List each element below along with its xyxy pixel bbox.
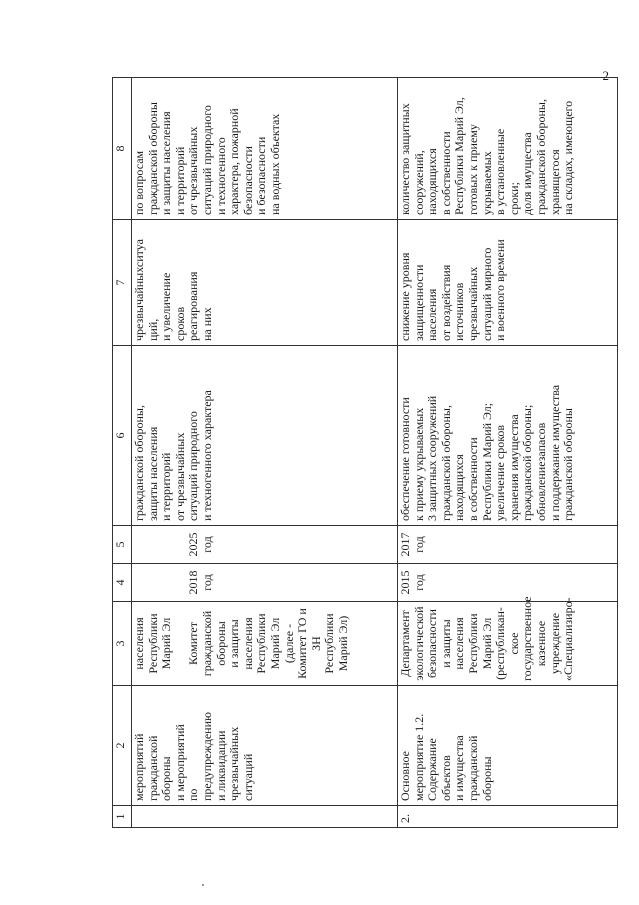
row1-indicators: по вопросам гражданской обороны и защиты населения и территорий от чрезвычайных ситуаций природного и техногенного характера, пожарной безопасности и безопасности на водных объектах	[132, 78, 398, 220]
row1-end-year: 2025 год	[132, 526, 398, 564]
scan-speck	[202, 884, 204, 886]
header-col-7: 7	[113, 220, 132, 346]
header-col-4: 4	[113, 564, 132, 602]
header-col-5: 5	[113, 526, 132, 564]
header-col-6: 6	[113, 346, 132, 526]
row2-number: 2.	[398, 806, 618, 828]
row1-start-year: 2018 год	[132, 564, 398, 602]
row1-measure-name: мероприятий гражданской обороны и мероприятий по предупреждению и ликвидации чрезвычайных ситуаций	[132, 686, 398, 806]
table-row	[398, 78, 618, 828]
header-col-2: 2	[113, 686, 132, 806]
row2-end-year: 2017 год	[398, 526, 618, 564]
header-col-8: 8	[113, 78, 132, 220]
row2-measure-name: Основное мероприятие 1.2. Содержание объектов и имущества гражданской обороны	[398, 686, 618, 806]
row1-executor: населения Республики Марий Эл Комитет гражданской обороны и защиты населения Республики Марий Эл (далее - Комитет ГО и ЗН Республики Марий Эл)	[132, 602, 398, 686]
row1-expected-result: гражданской обороны, защиты населения и территорий от чрезвычайных ситуаций природного и техногенного характера	[132, 346, 398, 526]
row2-consequences: снижение уровня защищенности населения от воздействия источников чрезвычайных ситуаций мирного и военного времени	[398, 220, 618, 346]
header-col-1: 1	[113, 806, 132, 828]
rotated-table-container	[112, 78, 618, 828]
page-number: 2	[602, 68, 609, 83]
row2-executor: Департамент экологической безопасности и защиты населения Республики Марий Эл (республикан- ское государственное казенное учреждение «Специализиро-	[398, 602, 618, 686]
row1-consequences: чрезвычайныхситуа ций, и увеличение сроков реагирования на них	[132, 220, 398, 346]
row1-number	[132, 806, 398, 828]
header-row	[113, 78, 132, 828]
header-col-3: 3	[113, 602, 132, 686]
measures-table	[112, 77, 618, 828]
row2-start-year: 2015 год	[398, 564, 618, 602]
table-row	[132, 78, 398, 828]
row2-indicators: количество защитных сооружений, находящихся в собственности Республики Марий Эл, готовых к приему укрываемых в установленные сроки; доля имущества гражданской обороны, хранящегося на складах, имеющего	[398, 78, 618, 220]
row2-expected-result: обеспечение готовности к приему укрываемых 3 защитных сооружений гражданской обороны, находящихся в собственности Республики Марий Эл; увеличение сроков хранения имущества гражданской обороны; обновлениезапасов и поддержание имущества гражданской обороны	[398, 346, 618, 526]
